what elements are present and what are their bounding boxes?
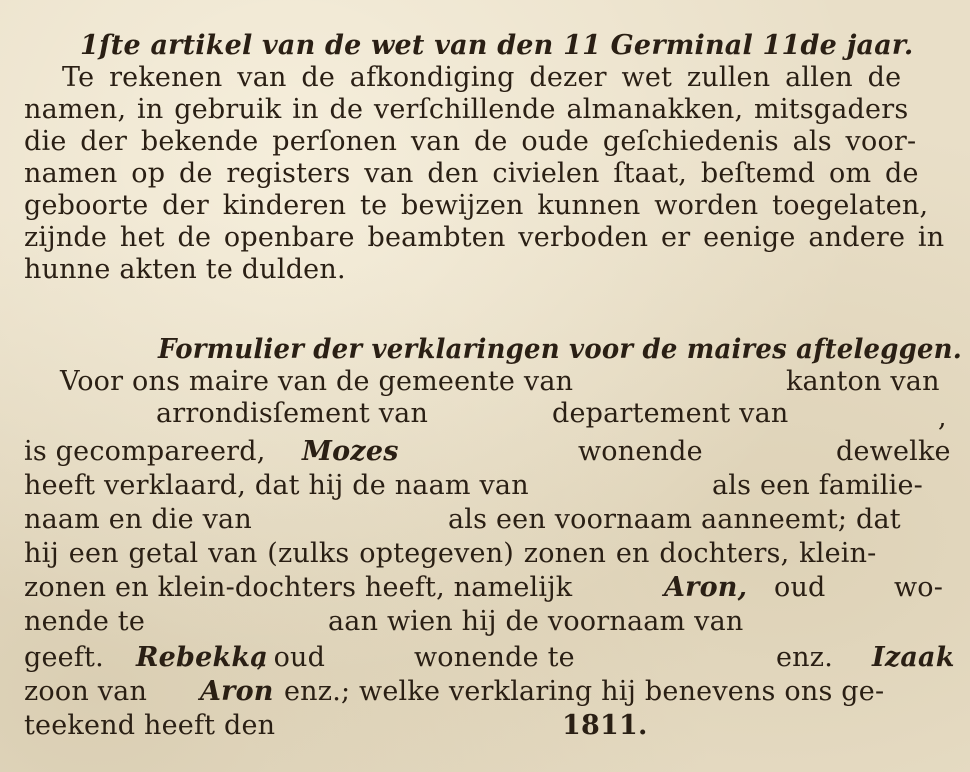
form-line-9a: geeft. <box>24 642 104 673</box>
name-rebekka: Rebekka <box>136 642 268 673</box>
form-line-9c: wonende te <box>414 642 575 673</box>
form-line-4b: als een familie- <box>712 470 923 501</box>
form-line-2a: arrondisſement van <box>156 398 429 429</box>
name-izaak: Izaak <box>872 642 955 673</box>
form-line-7c: wo- <box>894 572 944 603</box>
form-line-3a: is gecompareerd, <box>24 436 266 467</box>
name-mozes: Mozes <box>302 436 399 467</box>
form-line-9d: enz. <box>776 642 833 673</box>
form-line-10a: zoon van <box>24 676 148 707</box>
paragraph-line-5: geboorte der kinderen te bewijzen kunnen worden toegelaten, <box>24 190 929 221</box>
article-heading: 1ſte artikel van de wet van den 11 Germinal 11de jaar. <box>80 30 914 61</box>
paragraph-line-1: Te rekenen van de afkondiging dezer wet zullen allen de <box>62 62 902 93</box>
form-line-11b: 1811. <box>562 710 648 741</box>
form-line-4a: heeft verklaard, dat hij de naam van <box>24 470 529 501</box>
form-line-11a: teekend heeft den <box>24 710 276 741</box>
form-line-6: hij een getal van (zulks optegeven) zonen en dochters, klein- <box>24 538 877 569</box>
form-line-5a: naam en die van <box>24 504 252 535</box>
form-line-7b: oud <box>774 572 826 603</box>
paragraph-line-3: die der bekende perſonen van de oude geſchiedenis als voor- <box>24 126 917 157</box>
form-heading: Formulier der verklaringen voor de maires afteleggen. <box>158 334 962 365</box>
form-line-8a: nende te <box>24 606 146 637</box>
form-line-3c: dewelke <box>836 436 951 467</box>
form-line-2b: departement van <box>552 398 789 429</box>
form-line-8b: aan wien hij de voornaam van <box>328 606 744 637</box>
paragraph-line-7: hunne akten te dulden. <box>24 254 346 285</box>
form-line-2c: , <box>938 402 947 433</box>
form-line-5b: als een voornaam aanneemt; dat <box>448 504 901 535</box>
form-line-1b: kanton van <box>786 366 940 397</box>
form-line-3b: wonende <box>578 436 703 467</box>
form-line-9b: , oud <box>256 642 326 673</box>
paragraph-line-6: zijnde het de openbare beambten verboden er eenige andere in <box>24 222 945 253</box>
paragraph-line-2: namen, in gebruik in de verſchillende almanakken, mitsgaders <box>24 94 909 125</box>
form-line-1a: Voor ons maire van de gemeente van <box>60 366 574 397</box>
name-aron-2: Aron <box>200 676 274 707</box>
name-aron: Aron, <box>664 572 748 603</box>
form-line-10b: enz.; welke verklaring hij benevens ons ge- <box>284 676 885 707</box>
paragraph-line-4: namen op de registers van den civielen ſtaat, beſtemd om de <box>24 158 919 189</box>
form-line-7a: zonen en klein-dochters heeft, namelijk <box>24 572 573 603</box>
